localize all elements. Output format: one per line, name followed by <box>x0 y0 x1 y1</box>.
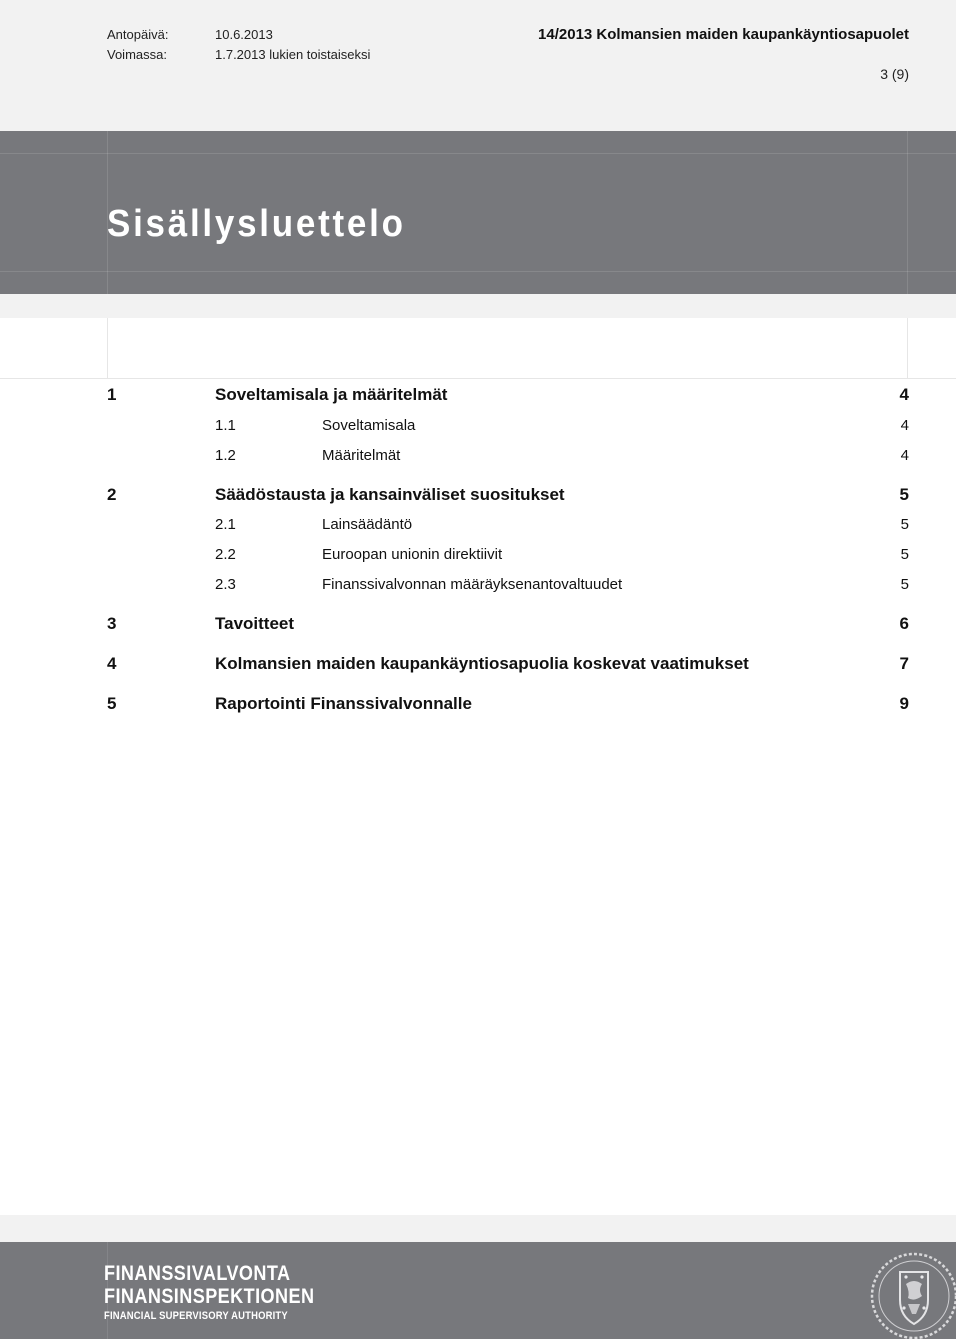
toc-number: 1.2 <box>215 447 236 464</box>
toc-number: 2.1 <box>215 516 236 533</box>
logo-line-english: FINANCIAL SUPERVISORY AUTHORITY <box>104 1310 288 1322</box>
toc-page: 4 <box>899 385 909 404</box>
issued-date: 10.6.2013 <box>215 27 273 42</box>
toc-number: 4 <box>107 654 117 673</box>
toc-number: 3 <box>107 614 117 633</box>
toc-label: Raportointi Finanssivalvonnalle <box>215 694 472 713</box>
logo-line-swedish: FINANSINSPEKTIONEN <box>104 1285 315 1308</box>
toc-label: Määritelmät <box>322 447 401 464</box>
toc-number: 1 <box>107 385 117 404</box>
page-footer <box>0 1242 956 1339</box>
toc-page: 5 <box>899 485 909 504</box>
toc-number: 1.1 <box>215 417 236 434</box>
toc-page: 5 <box>900 516 909 533</box>
logo-line-finnish: FINANSSIVALVONTA <box>104 1262 291 1285</box>
toc-label: Finanssivalvonnan määräyksenantovaltuudet <box>322 576 623 593</box>
document-title: 14/2013 Kolmansien maiden kaupankäyntiosapuolet <box>538 26 909 43</box>
toc-page: 4 <box>900 447 909 464</box>
toc-page: 7 <box>899 654 909 673</box>
page-title: Sisällysluettelo <box>107 203 406 245</box>
toc-number: 2.2 <box>215 546 236 563</box>
page-number: 3 (9) <box>880 66 909 82</box>
guide-line <box>0 271 956 272</box>
guide-line <box>107 318 108 378</box>
toc-label: Kolmansien maiden kaupankäyntiosapuolia koskevat vaatimukset <box>215 654 749 673</box>
finanssivalvonta-logo <box>104 1262 349 1324</box>
toc-label: Lainsäädäntö <box>322 516 413 533</box>
valid-value: 1.7.2013 lukien toistaiseksi <box>215 47 371 62</box>
table-of-contents <box>0 318 956 1215</box>
toc-label: Soveltamisala ja määritelmät <box>215 385 448 404</box>
toc-page: 9 <box>899 694 909 713</box>
toc-label: Säädöstausta ja kansainväliset suositukset <box>215 485 565 504</box>
toc-number: 2.3 <box>215 576 236 593</box>
guide-line <box>0 378 956 379</box>
toc-page: 4 <box>900 417 909 434</box>
coat-of-arms-seal-icon <box>862 1244 956 1339</box>
toc-page: 6 <box>899 614 909 633</box>
toc-number: 2 <box>107 485 117 504</box>
guide-line <box>907 131 908 294</box>
title-band <box>0 131 956 294</box>
valid-label: Voimassa: <box>107 47 167 62</box>
toc-label: Euroopan unionin direktiivit <box>322 546 503 563</box>
toc-number: 5 <box>107 694 117 713</box>
toc-label: Tavoitteet <box>215 614 295 633</box>
toc-page: 5 <box>900 576 909 593</box>
toc-label: Soveltamisala <box>322 417 416 434</box>
guide-line <box>0 153 956 154</box>
page-header <box>0 0 956 108</box>
issued-label: Antopäivä: <box>107 27 169 42</box>
toc-page: 5 <box>900 546 909 563</box>
guide-line <box>907 318 908 378</box>
